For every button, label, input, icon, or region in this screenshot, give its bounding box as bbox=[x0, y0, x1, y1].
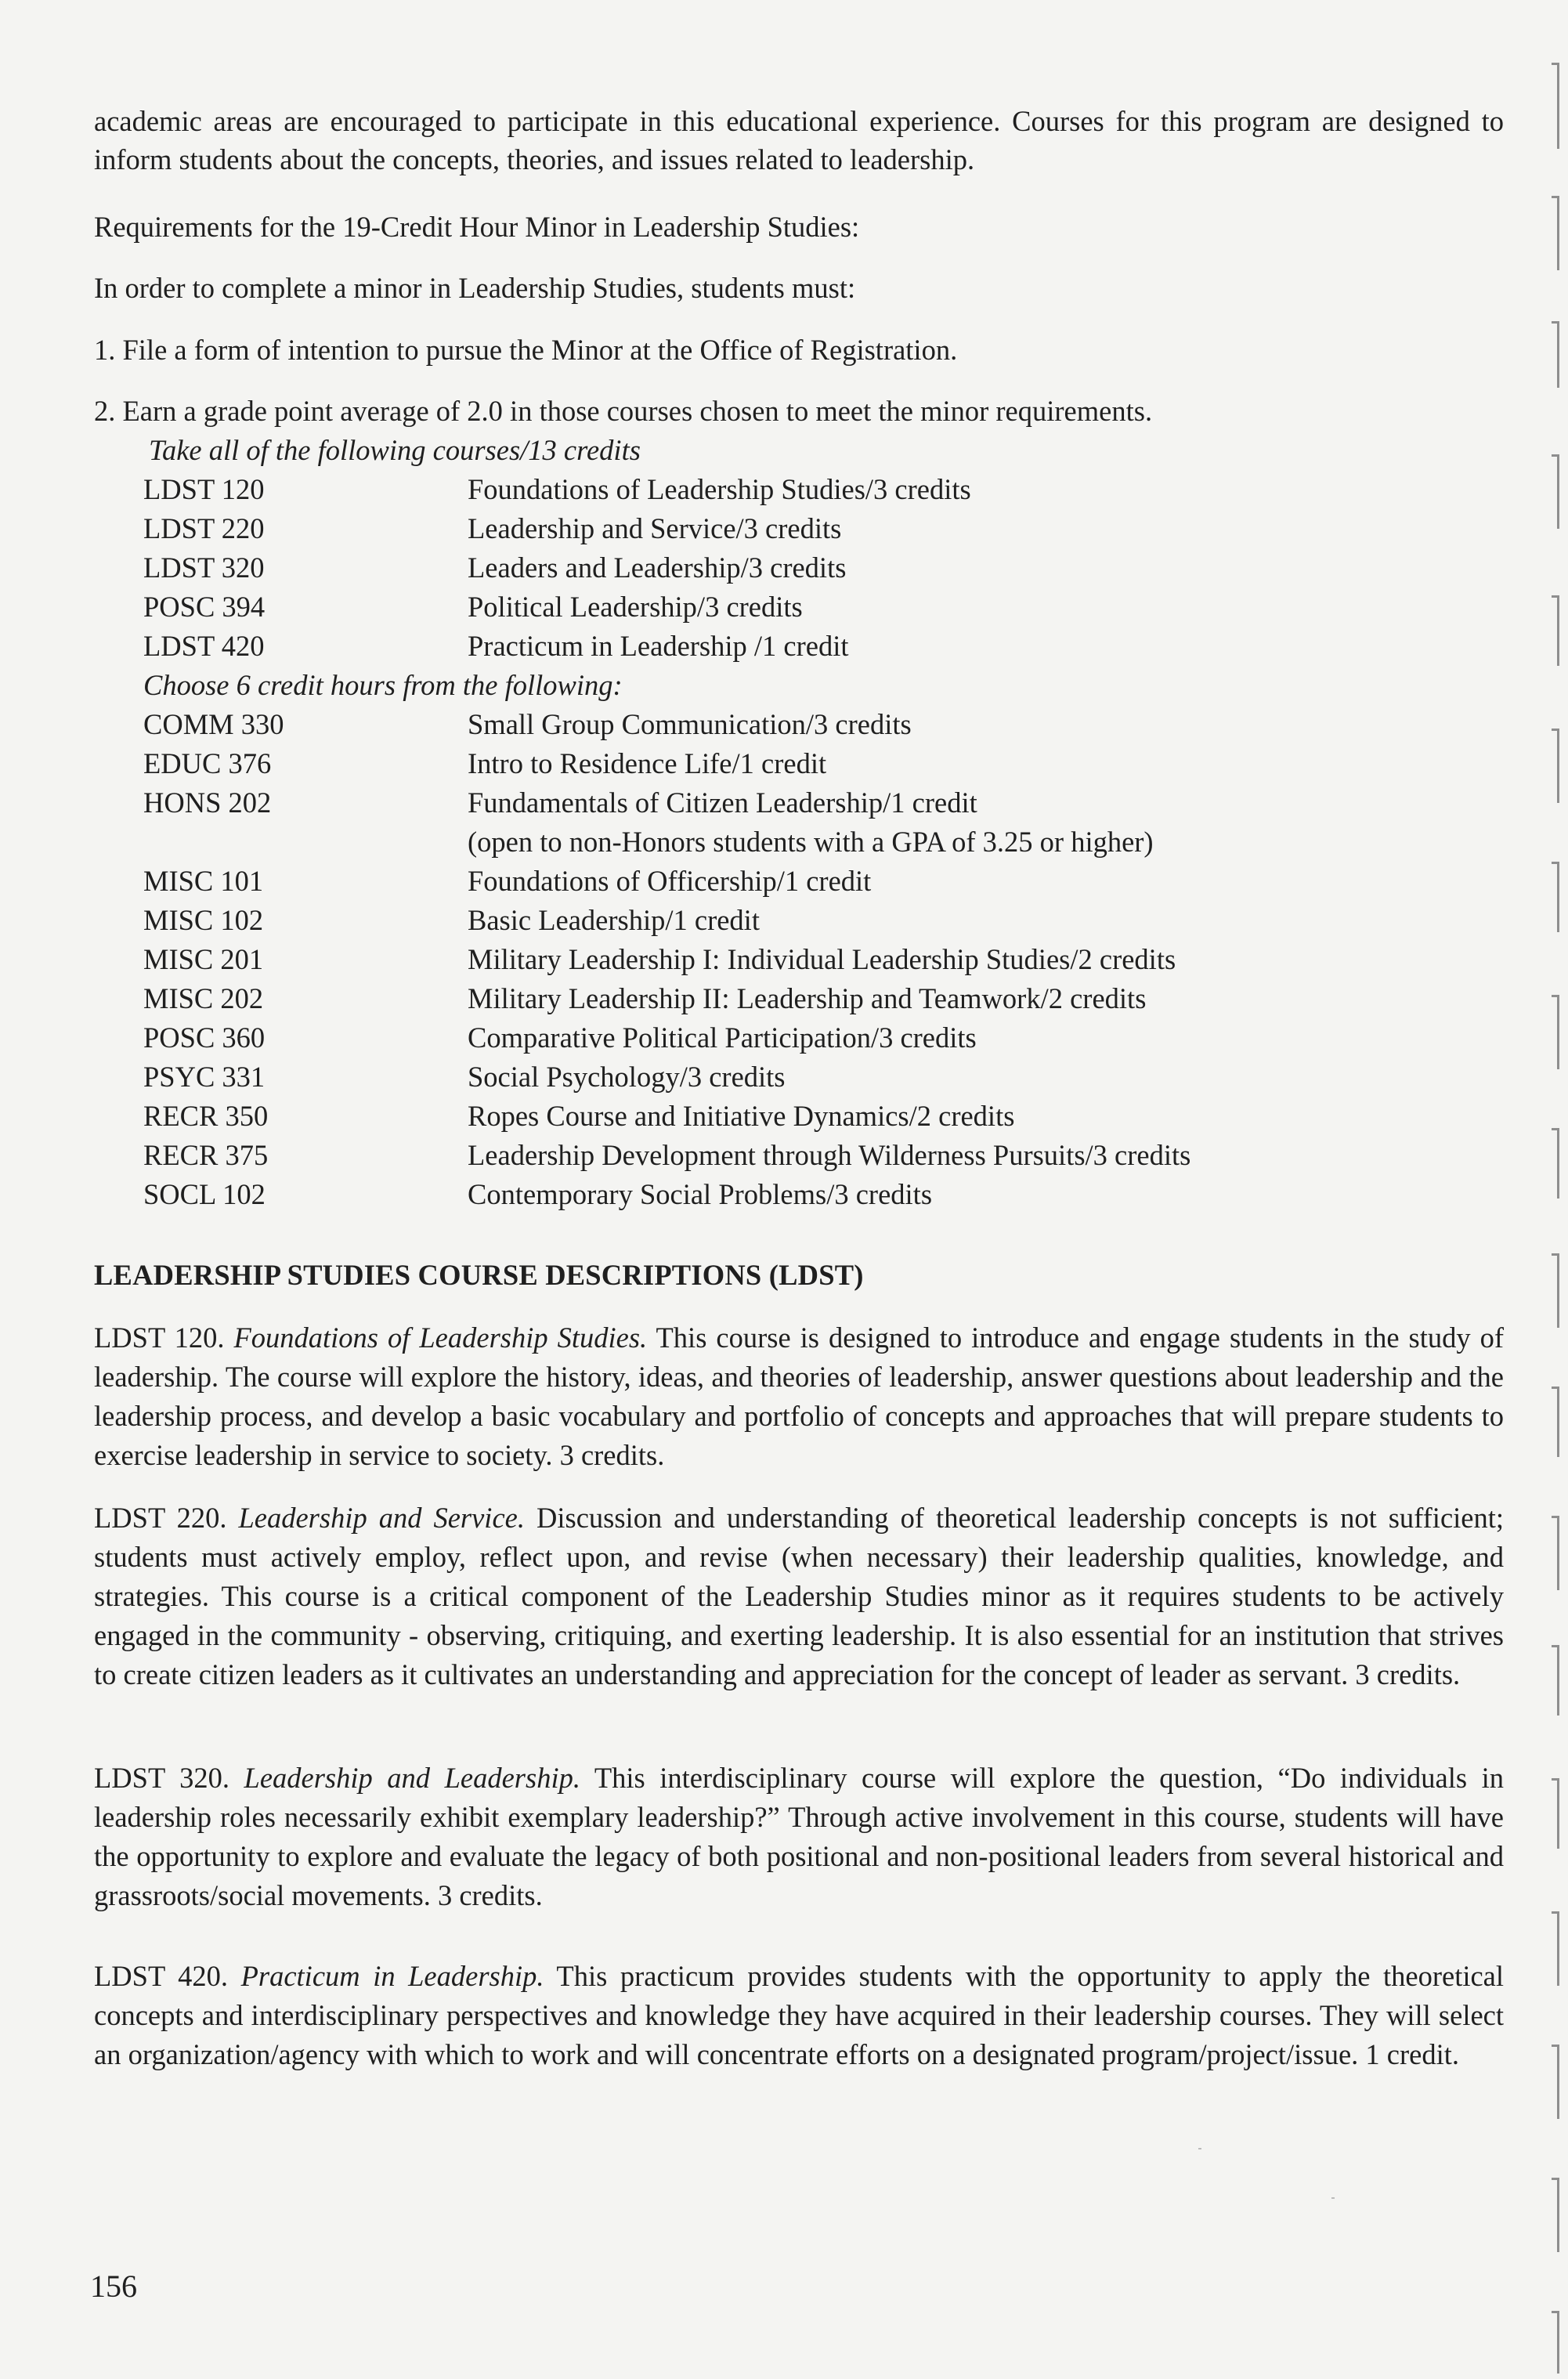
course-row bbox=[0, 548, 1568, 588]
description-course-code: LDST 420. bbox=[94, 1960, 229, 1992]
course-row bbox=[0, 627, 1568, 666]
binding-mark bbox=[1557, 862, 1559, 932]
binding-mark bbox=[1557, 1516, 1559, 1590]
description-text: This practicum provides students with the opportunity to apply the theoretical concepts and interdisciplinary perspectives and knowledge they have acquired in their leadership courses. They will select an organization/agency with which to work and will concentrate efforts on a designated program/project/issue. 1 credit. bbox=[94, 1960, 1505, 2070]
requirement-step-1: 1. File a form of intention to pursue the Minor at the Office of Registration. bbox=[94, 334, 958, 366]
course-title: Basic Leadership/1 credit bbox=[468, 904, 760, 936]
course-row bbox=[0, 509, 1568, 548]
course-row bbox=[0, 1136, 1568, 1175]
course-code: LDST 420 bbox=[143, 630, 265, 662]
course-title: Ropes Course and Initiative Dynamics/2 credits bbox=[468, 1100, 1015, 1132]
binding-mark bbox=[1557, 2178, 1559, 2252]
course-title: Practicum in Leadership /1 credit bbox=[468, 630, 849, 662]
binding-mark bbox=[1557, 729, 1559, 803]
page-number: 156 bbox=[90, 2269, 137, 2304]
course-description-ldst-320 bbox=[94, 1759, 1504, 1915]
scan-speck bbox=[1331, 2197, 1335, 2199]
description-course-title: Leadership and Service. bbox=[238, 1502, 525, 1534]
description-text: This course is designed to introduce and engage students in the study of leadership. The course will explore the history, ideas, and theories of leadership, answer questions about leadership and the leadership process, and develop a basic vocabulary and portfolio of concepts and approaches that will prepare students to exercise leadership in service to society. 3 credits. bbox=[94, 1321, 1505, 1471]
description-course-code: LDST 320. bbox=[94, 1762, 229, 1794]
course-code: EDUC 376 bbox=[143, 747, 272, 779]
descriptions-heading: LEADERSHIP STUDIES COURSE DESCRIPTIONS (LDST) bbox=[94, 1259, 864, 1291]
description-text: Discussion and understanding of theoretical leadership concepts is not sufficient; students must actively employ, reflect upon, and revise (when necessary) their leadership qualities, knowledge, and strategies. This course is a critical component of the Leadership Studies minor as it requires students to be actively engaged in the community - observing, critiquing, and exerting leadership. It is also essential for an institution that strives to create citizen leaders as it cultivates an understanding and appreciation for the concept of leader as servant. 3 credits. bbox=[94, 1502, 1505, 1690]
course-row bbox=[0, 470, 1568, 509]
course-code: RECR 375 bbox=[143, 1139, 269, 1171]
binding-mark bbox=[1557, 1253, 1559, 1328]
course-title: Intro to Residence Life/1 credit bbox=[468, 747, 827, 779]
course-code: SOCL 102 bbox=[143, 1178, 266, 1210]
binding-mark bbox=[1557, 2311, 1559, 2374]
requirement-step-2: 2. Earn a grade point average of 2.0 in those courses chosen to meet the minor requirements. bbox=[94, 395, 1153, 427]
course-code: MISC 102 bbox=[143, 904, 264, 936]
course-title: Military Leadership II: Leadership and Teamwork/2 credits bbox=[468, 982, 1147, 1014]
course-row bbox=[0, 783, 1568, 823]
binding-mark bbox=[1557, 63, 1559, 149]
description-course-title: Practicum in Leadership. bbox=[240, 1960, 544, 1992]
elective-courses-heading: Choose 6 credit hours from the following: bbox=[143, 669, 623, 701]
course-title: Political Leadership/3 credits bbox=[468, 591, 803, 623]
course-title: Foundations of Officership/1 credit bbox=[468, 865, 872, 897]
course-code: LDST 120 bbox=[143, 473, 265, 505]
course-title: Leadership Development through Wilderness Pursuits/3 credits bbox=[468, 1139, 1191, 1171]
course-code: LDST 220 bbox=[143, 512, 265, 544]
description-text: This interdisciplinary course will explore the question, “Do individuals in leadership roles necessarily exhibit exemplary leadership?” Through active involvement in this course, students will have the opportunity to explore and evaluate the legacy of both positional and non-positional leaders from several historical and grassroots/social movements. 3 credits. bbox=[94, 1762, 1505, 1911]
binding-mark bbox=[1557, 454, 1559, 529]
required-courses-heading: Take all of the following courses/13 credits bbox=[149, 434, 641, 466]
course-description-ldst-120 bbox=[94, 1318, 1504, 1475]
course-code: PSYC 331 bbox=[143, 1061, 266, 1093]
course-code: POSC 394 bbox=[143, 591, 266, 623]
course-title: Leadership and Service/3 credits bbox=[468, 512, 842, 544]
course-title: Foundations of Leadership Studies/3 credits bbox=[468, 473, 971, 505]
course-title: Social Psychology/3 credits bbox=[468, 1061, 786, 1093]
scan-speck bbox=[1198, 2148, 1201, 2149]
binding-mark bbox=[1557, 1778, 1559, 1849]
course-code: MISC 101 bbox=[143, 865, 264, 897]
course-description-ldst-220 bbox=[94, 1499, 1504, 1694]
course-row bbox=[0, 1058, 1568, 1097]
course-code: POSC 360 bbox=[143, 1021, 266, 1054]
course-note: (open to non-Honors students with a GPA of 3.25 or higher) bbox=[468, 826, 1154, 858]
binding-mark bbox=[1557, 995, 1559, 1069]
course-code: MISC 202 bbox=[143, 982, 264, 1014]
course-row bbox=[0, 744, 1568, 783]
course-row bbox=[0, 940, 1568, 979]
course-code: MISC 201 bbox=[143, 943, 264, 975]
course-row bbox=[0, 901, 1568, 940]
binding-mark bbox=[1557, 2045, 1559, 2119]
description-course-code: LDST 220. bbox=[94, 1502, 227, 1534]
intro-paragraph: academic areas are encouraged to participate in this educational experience. Courses for this program are designed to inform students about the concepts, theories, and issues related to leadership. bbox=[94, 105, 1504, 175]
course-row bbox=[0, 1175, 1568, 1214]
description-course-code: LDST 120. bbox=[94, 1321, 225, 1354]
binding-mark bbox=[1557, 196, 1559, 270]
binding-mark bbox=[1557, 1645, 1559, 1716]
course-row bbox=[0, 979, 1568, 1018]
binding-mark bbox=[1557, 1911, 1559, 1986]
course-row bbox=[0, 705, 1568, 744]
description-course-title: Foundations of Leadership Studies. bbox=[233, 1321, 648, 1354]
requirements-heading: Requirements for the 19-Credit Hour Minor in Leadership Studies: bbox=[94, 211, 860, 243]
course-code: LDST 320 bbox=[143, 551, 265, 584]
course-row bbox=[0, 1097, 1568, 1136]
binding-mark bbox=[1557, 595, 1559, 666]
course-row bbox=[0, 588, 1568, 627]
course-description-ldst-420 bbox=[94, 1957, 1504, 2074]
course-title: Contemporary Social Problems/3 credits bbox=[468, 1178, 933, 1210]
course-code: HONS 202 bbox=[143, 786, 272, 819]
requirements-lead: In order to complete a minor in Leadership Studies, students must: bbox=[94, 272, 856, 304]
binding-mark bbox=[1557, 321, 1559, 388]
course-code: COMM 330 bbox=[143, 708, 284, 740]
course-note-row bbox=[0, 823, 1568, 862]
course-title: Comparative Political Participation/3 credits bbox=[468, 1021, 977, 1054]
course-code: RECR 350 bbox=[143, 1100, 269, 1132]
binding-mark bbox=[1557, 1387, 1559, 1457]
course-title: Military Leadership I: Individual Leadership Studies/2 credits bbox=[468, 943, 1176, 975]
course-title: Fundamentals of Citizen Leadership/1 credit bbox=[468, 786, 977, 819]
description-course-title: Leadership and Leadership. bbox=[244, 1762, 580, 1794]
course-row bbox=[0, 862, 1568, 901]
course-row bbox=[0, 1018, 1568, 1058]
course-title: Leaders and Leadership/3 credits bbox=[468, 551, 847, 584]
binding-mark bbox=[1557, 1128, 1559, 1199]
course-title: Small Group Communication/3 credits bbox=[468, 708, 912, 740]
